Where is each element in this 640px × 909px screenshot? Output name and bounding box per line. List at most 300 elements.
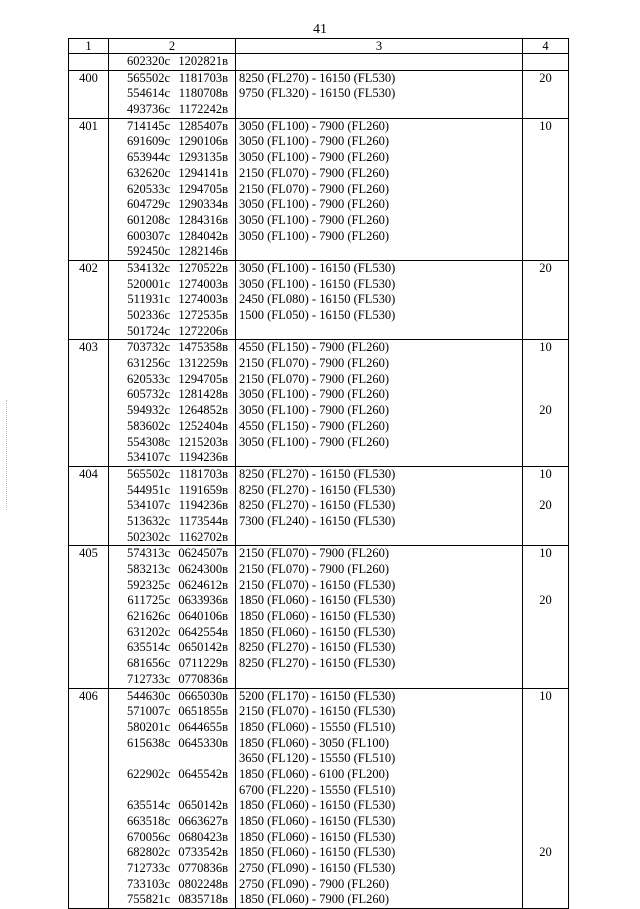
value [526,783,565,799]
latitude: 703732с [126,340,170,355]
coordinate-line [112,720,232,736]
coordinate-line [112,689,232,705]
longitude: 0644655в [178,719,228,734]
value [526,435,565,451]
coordinate-line [112,182,232,198]
table-header-row [69,39,569,54]
longitude: 1285407в [178,118,228,133]
coordinate-line [112,435,232,451]
value [526,86,565,102]
value: 10 [539,466,552,481]
value [526,213,565,229]
value [526,483,565,499]
coordinate-line [112,119,232,135]
value [526,892,565,908]
longitude: 0642554в [178,624,228,639]
coordinate-line [112,213,232,229]
altitude-level: 6700 (FL220) - 15550 (FL510) [239,782,396,797]
altitude-level: 2150 (FL070) - 16150 (FL530) [239,577,396,592]
longitude: 0835718в [178,892,228,907]
latitude: 571007с [126,704,170,719]
value [526,736,565,752]
longitude: 1162702в [178,529,228,544]
altitude-levels-cell [236,54,523,71]
longitude: 1264852в [178,403,228,418]
table-row [69,118,569,260]
latitude: 714145с [126,118,170,133]
latitude: 554614с [126,86,170,101]
value [526,324,565,340]
zone-id-cell [69,54,109,71]
airspace-table [68,38,569,909]
latitude: 605732с [126,387,170,402]
coordinate-line [112,736,232,752]
zone-id-cell [69,546,109,688]
longitude: 0711229в [178,656,228,671]
altitude-level: 5200 (FL170) - 16150 (FL530) [239,688,396,703]
zone-id-cell [69,466,109,545]
value: 10 [539,688,552,703]
latitude: 620533с [126,371,170,386]
coordinate-line [112,498,232,514]
longitude: 1270522в [178,260,228,275]
altitude-level: 3050 (FL100) - 7900 (FL260) [239,387,389,402]
value [526,197,565,213]
latitude: 574313с [126,546,170,561]
altitude-level: 1500 (FL050) - 16150 (FL530) [239,308,396,322]
altitude-level: 1850 (FL060) - 16150 (FL530) [239,845,396,860]
value [526,798,565,814]
value-cell [523,118,569,260]
zone-id: 404 [79,466,98,481]
latitude: 583602с [126,418,170,433]
altitude-level: 2150 (FL070) - 7900 (FL260) [239,356,389,371]
longitude: 1272206в [178,323,228,338]
coordinate-line [112,261,232,277]
zone-id: 400 [79,70,98,85]
value [526,308,565,324]
value [526,751,565,767]
longitude: 1294705в [178,371,228,386]
coordinate-line [112,277,232,293]
longitude: 1312259в [178,356,228,371]
altitude-level: 3050 (FL100) - 7900 (FL260) [239,134,389,149]
coordinate-line [112,71,232,87]
coordinates-cell [109,54,236,71]
value: 10 [539,118,552,133]
coordinate-line [112,578,232,594]
coordinate-line [112,751,232,767]
zone-id: 401 [79,118,98,133]
altitude-level: 1850 (FL060) - 3050 (FL100) [239,735,389,750]
zone-id-cell [69,340,109,467]
altitude-level: 2150 (FL070) - 7900 (FL260) [239,562,389,576]
value [526,134,565,150]
longitude: 1293135в [178,150,228,165]
latitude: 620533с [126,181,170,196]
longitude: 0663627в [178,814,228,828]
altitude-level: 8250 (FL270) - 16150 (FL530) [239,70,396,85]
value-cell [523,260,569,339]
coordinate-line [112,102,232,118]
zone-id-cell [69,260,109,339]
coordinate-line [112,892,232,908]
value-cell [523,54,569,71]
value [526,387,565,403]
coordinate-line [112,150,232,166]
altitude-level: 2150 (FL070) - 7900 (FL260) [239,546,389,561]
value: 20 [539,593,552,608]
coordinate-line [112,593,232,609]
value: 10 [539,546,552,561]
altitude-level: 1850 (FL060) - 15550 (FL510) [239,719,396,734]
value [526,166,565,182]
latitude: 534132с [126,260,170,275]
coordinate-line [112,704,232,720]
coordinate-line [112,640,232,656]
value [526,244,565,260]
longitude: 1274003в [178,276,228,291]
longitude: 0665030в [178,688,228,703]
value [526,672,565,688]
coordinate-line [112,324,232,340]
coordinate-line [112,672,232,688]
latitude: 622902с [126,766,170,781]
altitude-level [239,102,519,118]
longitude: 0680423в [178,829,228,844]
table-row [69,54,569,71]
longitude: 1475358в [178,340,228,355]
coordinates-cell [109,688,236,909]
latitude: 670056с [126,829,170,844]
table-row [69,260,569,339]
page-number: 41 [313,22,327,37]
longitude: 1284316в [178,212,228,227]
value [526,450,565,466]
coordinate-line [112,308,232,324]
altitude-level: 1850 (FL060) - 16150 (FL530) [239,829,396,844]
value [526,514,565,530]
altitude-level [239,324,519,340]
coordinates-cell [109,466,236,545]
coordinate-line [112,656,232,672]
altitude-level: 3050 (FL100) - 7900 (FL260) [239,197,389,212]
latitude: 592450с [126,244,170,259]
latitude: 691609с [126,134,170,149]
altitude-level: 1850 (FL060) - 16150 (FL530) [239,624,396,639]
altitude-level: 8250 (FL270) - 16150 (FL530) [239,640,396,655]
table-row [69,466,569,545]
longitude: 0650142в [178,640,228,655]
value [526,102,565,118]
value [526,229,565,245]
latitude: 511931с [127,292,170,307]
value [526,814,565,830]
latitude: 502336с [126,308,170,322]
altitude-level: 1850 (FL060) - 16150 (FL530) [239,798,396,813]
latitude: 554308с [126,434,170,449]
altitude-level: 3050 (FL100) - 7900 (FL260) [239,212,389,227]
altitude-level: 2750 (FL090) - 7900 (FL260) [239,876,389,891]
longitude: 0624507в [178,546,228,561]
latitude: 635514с [126,640,170,655]
value-cell [523,70,569,118]
coordinate-line [112,783,232,799]
altitude-levels-cell [236,688,523,909]
value [526,625,565,641]
latitude: 602320с [126,54,170,68]
latitude: 513632с [126,513,170,528]
latitude: 755821с [126,892,170,907]
altitude-level: 3050 (FL100) - 7900 (FL260) [239,118,389,133]
latitude: 615638с [126,735,170,750]
value-cell [523,340,569,467]
value: 20 [539,845,552,860]
value [526,277,565,293]
value [526,182,565,198]
longitude: 0770836в [178,671,228,686]
altitude-level [239,530,519,546]
latitude: 600307с [126,228,170,243]
value [526,530,565,546]
altitude-level: 2150 (FL070) - 7900 (FL260) [239,181,389,196]
altitude-level: 1850 (FL060) - 16150 (FL530) [239,814,396,828]
coordinates-cell [109,118,236,260]
coordinate-line [112,372,232,388]
latitude: 544951с [126,482,170,497]
altitude-level [239,672,519,688]
table-row [69,546,569,688]
table-body [69,54,569,909]
coordinate-line [112,419,232,435]
value [526,877,565,893]
altitude-level: 1850 (FL060) - 7900 (FL260) [239,892,389,907]
altitude-level: 9750 (FL320) - 16150 (FL530) [239,86,396,101]
coordinate-line [112,340,232,356]
altitude-level: 1850 (FL060) - 16150 (FL530) [239,609,396,624]
value [526,704,565,720]
latitude: 565502с [126,70,170,85]
latitude: 663518с [126,814,170,828]
latitude: 601208с [126,212,170,227]
latitude: 621626с [126,609,170,624]
altitude-level: 1850 (FL060) - 6100 (FL200) [239,766,389,781]
coordinate-line [112,166,232,182]
altitude-level: 3050 (FL100) - 7900 (FL260) [239,403,389,418]
header-col-3: 3 [236,39,523,54]
longitude: 1274003в [178,292,228,307]
zone-id: 406 [79,688,98,703]
longitude: 0650142в [178,798,228,813]
altitude-level: 8250 (FL270) - 16150 (FL530) [239,656,396,671]
altitude-level: 1850 (FL060) - 16150 (FL530) [239,593,396,608]
altitude-level [239,244,519,260]
zone-id: 403 [79,340,98,355]
longitude: 1181703в [178,466,228,481]
coordinates-cell [109,546,236,688]
longitude: 1294141в [178,165,228,180]
value [526,292,565,308]
altitude-level: 3050 (FL100) - 7900 (FL260) [239,150,389,165]
longitude: 0645542в [178,766,228,781]
latitude: 594932с [126,403,170,418]
longitude: 0733542в [178,845,228,860]
altitude-level: 7300 (FL240) - 16150 (FL530) [239,513,396,528]
coordinate-line [112,530,232,546]
value [526,372,565,388]
latitude: 520001с [126,276,170,291]
header-col-4: 4 [523,39,569,54]
altitude-level: 3650 (FL120) - 15550 (FL510) [239,751,396,766]
altitude-level: 4550 (FL150) - 7900 (FL260) [239,340,389,355]
value [526,861,565,877]
longitude: 1173544в [178,513,228,528]
zone-id: 405 [79,546,98,561]
latitude: 611725с [127,593,170,608]
longitude: 1252404в [178,418,228,433]
latitude: 592325с [126,577,170,592]
coordinate-line [112,387,232,403]
value: 20 [539,498,552,513]
coordinate-line [112,861,232,877]
coordinate-line [112,86,232,102]
scan-margin-mark [6,400,7,510]
zone-id: 402 [79,260,98,275]
altitude-level: 2150 (FL070) - 7900 (FL260) [239,165,389,180]
longitude: 1290334в [178,197,228,212]
altitude-levels-cell [236,70,523,118]
longitude: 1191659в [178,482,228,497]
coordinate-line [112,546,232,562]
longitude: 1181703в [178,70,228,85]
value [526,419,565,435]
longitude: 0651855в [178,704,228,719]
coordinates-cell [109,260,236,339]
value [526,150,565,166]
longitude: 1272535в [178,308,228,322]
latitude: 501724с [126,323,170,338]
longitude: 0802248в [178,876,228,891]
altitude-level: 3050 (FL100) - 16150 (FL530) [239,276,396,291]
value: 20 [539,70,552,85]
value: 10 [539,340,552,355]
altitude-level: 3050 (FL100) - 7900 (FL260) [239,228,389,243]
value [526,720,565,736]
latitude: 580201с [126,719,170,734]
value [526,640,565,656]
altitude-level: 2750 (FL090) - 16150 (FL530) [239,861,396,876]
latitude: 631256с [126,356,170,371]
altitude-levels-cell [236,260,523,339]
longitude: 0645330в [178,735,228,750]
altitude-levels-cell [236,546,523,688]
longitude: 1180708в [178,86,228,101]
altitude-level [239,450,519,466]
value [526,356,565,372]
value [526,656,565,672]
altitude-level: 8250 (FL270) - 16150 (FL530) [239,498,396,513]
coordinate-line [112,830,232,846]
coordinate-line [112,845,232,861]
coordinate-line [112,450,232,466]
value-cell [523,688,569,909]
coordinate-line [112,877,232,893]
longitude: 0624300в [178,562,228,576]
coordinates-cell [109,340,236,467]
latitude: 635514с [126,798,170,813]
latitude: 565502с [126,466,170,481]
longitude: 0633936в [178,593,228,608]
latitude: 583213с [126,562,170,576]
longitude: 1281428в [178,387,228,402]
altitude-levels-cell [236,118,523,260]
altitude-level: 8250 (FL270) - 16150 (FL530) [239,482,396,497]
longitude: 1284042в [178,228,228,243]
longitude: 1194236в [178,450,228,465]
latitude: 544630с [126,688,170,703]
longitude: 1202821в [178,54,228,68]
latitude: 712733с [126,671,170,686]
latitude: 733103с [126,876,170,891]
longitude: 1290106в [178,134,228,149]
coordinate-line [112,514,232,530]
latitude: 681656с [126,656,170,671]
latitude: 632620с [126,165,170,180]
longitude: 0624612в [178,577,228,592]
longitude: 1172242в [178,102,228,117]
coordinate-line [112,229,232,245]
longitude: 0770836в [178,861,228,876]
latitude: 534107с [126,450,170,465]
altitude-level: 2450 (FL080) - 16150 (FL530) [239,292,396,307]
value [526,562,565,578]
value: 20 [539,403,552,418]
zone-id-cell [69,70,109,118]
header-col-1: 1 [69,39,109,54]
value [526,609,565,625]
coordinate-line [112,467,232,483]
coordinate-line [112,767,232,783]
zone-id-cell [69,118,109,260]
header-col-2: 2 [109,39,236,54]
latitude: 502302с [126,529,170,544]
coordinate-line [112,483,232,499]
latitude: 534107с [126,498,170,513]
longitude: 1294705в [178,181,228,196]
altitude-levels-cell [236,466,523,545]
zone-id-cell [69,688,109,909]
value [526,578,565,594]
latitude: 682802с [126,845,170,860]
latitude: 712733с [126,861,170,876]
altitude-level: 2150 (FL070) - 7900 (FL260) [239,371,389,386]
altitude-level: 2150 (FL070) - 16150 (FL530) [239,704,396,719]
latitude: 604729с [126,197,170,212]
coordinate-line [112,54,232,70]
value [526,767,565,783]
coordinate-line [112,562,232,578]
longitude: 0640106в [178,609,228,624]
table-row [69,688,569,909]
value-cell [523,546,569,688]
coordinate-line [112,292,232,308]
altitude-level: 8250 (FL270) - 16150 (FL530) [239,466,396,481]
latitude: 493736с [126,102,170,117]
longitude: 1282146в [178,244,228,259]
coordinates-cell [109,70,236,118]
coordinate-line [112,814,232,830]
latitude: 631202с [126,624,170,639]
